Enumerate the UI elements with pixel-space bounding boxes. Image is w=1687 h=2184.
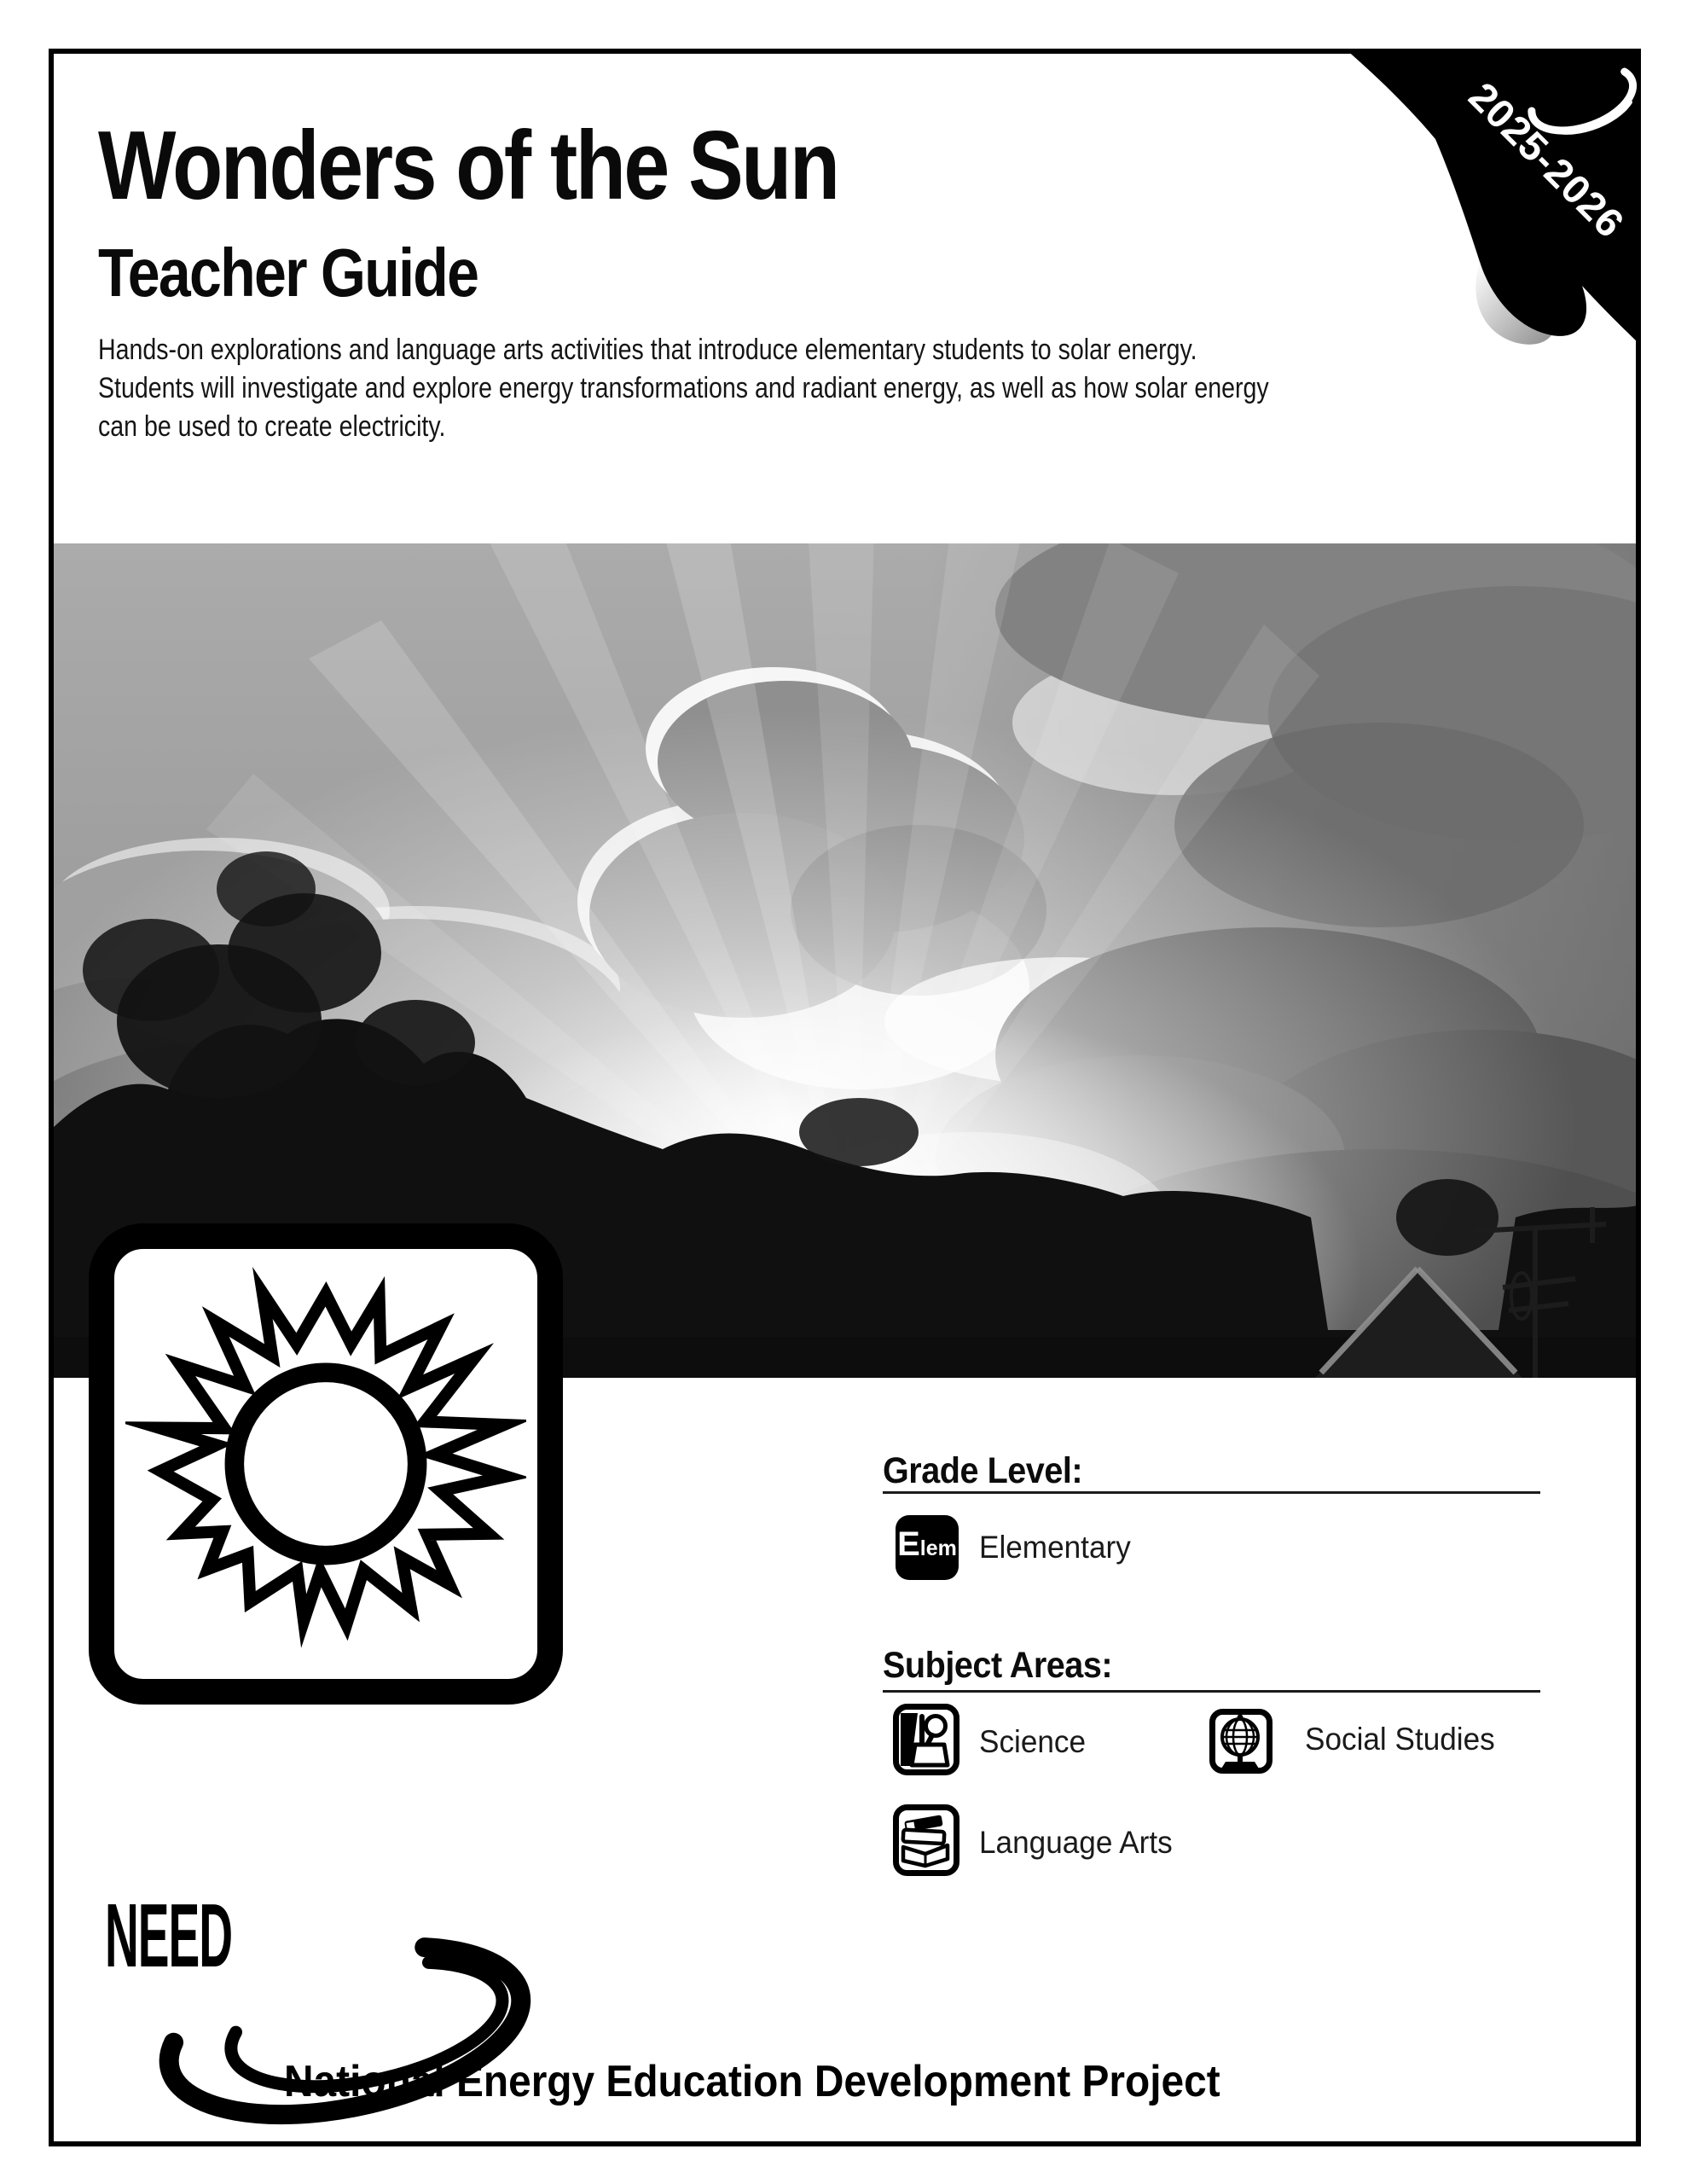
globe-icon [1209,1709,1272,1774]
need-logo-tagline: National Energy Education Development Project [284,2056,1220,2106]
description-line: Hands-on explorations and language arts activities that introduce elementary students to solar energy. [98,334,1197,366]
edition-badge-text: 2025-2026 [1460,73,1634,247]
science-icon [893,1704,959,1775]
subject-label-social-studies: Social Studies [1305,1722,1495,1757]
description [98,331,1492,446]
page-title: Wonders of the Sun [98,112,838,220]
subject-label-language-arts: Language Arts [979,1825,1173,1860]
sun-module-tile [89,1223,563,1705]
grade-level-label: Elementary [979,1530,1131,1565]
edition-corner-badge [1345,49,1641,346]
subject-areas-heading: Subject Areas: [883,1645,1113,1686]
page-subtitle: Teacher Guide [98,235,478,311]
description-line: Students will investigate and explore energy transformations and radiant energy, as well as how solar energy [98,372,1269,404]
grade-badge-initial: E [897,1525,920,1563]
subject-label-science: Science [979,1724,1087,1759]
need-logo-name: NEED [105,1885,232,1986]
grade-elem-badge [896,1515,959,1580]
grade-badge-rest: lem [919,1536,957,1560]
grade-level-heading: Grade Level: [883,1450,1083,1491]
need-logo [81,1864,1292,2129]
subject-areas-rule [883,1690,1540,1693]
grade-level-rule [883,1491,1540,1494]
sun-icon [125,1263,526,1664]
description-line: can be used to create electricity. [98,410,446,443]
